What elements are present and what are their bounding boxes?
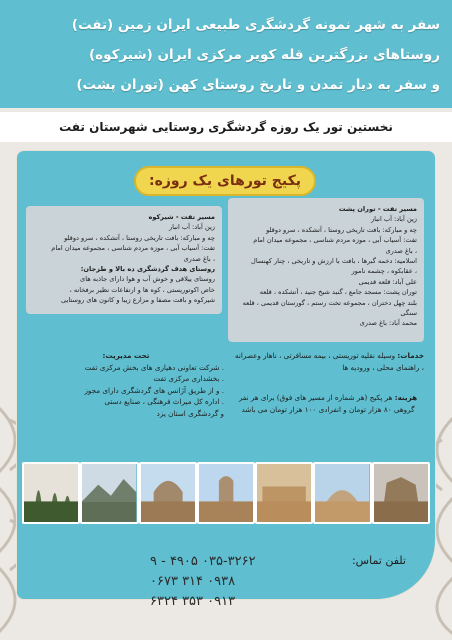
- services-text: [232, 350, 424, 373]
- route-line: شیرکوه و بافت مصفا و مزارع زیبا و کانون های روستایی: [61, 296, 215, 305]
- cost-value: هر پکیج (هر شماره از مسیر های فوق) برای هر نفر گروهی ۸۰ هزار تومان و انفرادی ۱۰۰ هزار تومان می باشد: [238, 393, 415, 414]
- route-line: ، باغ صدری: [385, 246, 417, 255]
- route-line: روستای هدف گردشگری ده بالا و طزجان:: [80, 265, 215, 274]
- management-label: تحت مدیریت:: [102, 351, 150, 360]
- management-line: و گردشگری استان یزد: [156, 408, 224, 418]
- services-value: وسیله نقلیه توریستی ، بیمه مسافرتی ، ناهار وعصرانه ، راهنمای محلی ، ورودیه ها: [235, 351, 424, 372]
- route-title: مسیر تفت - شیرکوه: [148, 213, 215, 221]
- header-banner: [0, 0, 452, 108]
- management-text: [28, 350, 224, 419]
- route-line: چه و مبارکه: بافت تاریخی روستا ، آتشکده ، سرو دوقلو: [64, 233, 215, 242]
- route-line: زین آباد: آب انبار: [370, 215, 417, 224]
- services-label: خدمات:: [397, 351, 424, 360]
- package-title-badge: [134, 166, 316, 196]
- tower-photo: [197, 462, 255, 524]
- dome-ruin-photo: [313, 462, 371, 524]
- route-line: خاص اکوتوریستی ، کوه ها و ارتفاعات نظیر برفخانه ،: [69, 285, 215, 294]
- route-line: چه و مبارکه: بافت تاریخی روستا ، آتشکده ، سرو دوقلو: [266, 225, 417, 234]
- subtitle-text: نخستین تور یک روزه گردشگری روستایی شهرستان تفت: [59, 120, 393, 134]
- cost-label: هزینه:: [394, 393, 418, 402]
- management-line: . و از طریق آژانس های گردشگری دارای مجوز: [84, 385, 224, 395]
- contact-label: تلفن تماس:: [351, 554, 406, 567]
- route-line: زین آباد: آب انبار: [168, 223, 215, 232]
- route-line: اسلامیه: دخمه گبرها ، بافت با ارزش و تاریخی ، چنار کهنسال: [251, 257, 417, 266]
- route-line: ، عقابکوه ، چشمه نامور: [351, 267, 417, 276]
- management-line: . شرکت تعاونی دهیاری های بخش مرکزی تفت: [84, 362, 224, 372]
- route-box-turan-posht: [228, 198, 424, 342]
- valley-photo: [80, 462, 138, 524]
- phone-number-2: ۰۹۳۸ ۳۱۴ ۰۶۷۳: [150, 574, 236, 589]
- route-line: تفت: آسیاب آبی ، موزه مردم شناسی ، مجموعه میدان امام: [253, 236, 417, 245]
- route-line: بلند چهل دختران ، مجموعه تخت رستم ، گورستان قدیمی ، قلعه سنگی: [242, 298, 417, 318]
- domed-building-photo: [139, 462, 197, 524]
- management-line: . بخشداری مرکزی تفت: [153, 374, 224, 383]
- stone-ruin-photo: [372, 462, 430, 524]
- management-line: . اداره کل میراث فرهنگی ، صنایع دستی: [104, 397, 224, 406]
- header-line-1: سفر به شهر نمونه گردشگری طبیعی ایران زمین (تفت): [71, 17, 440, 33]
- route-line: روستای ییلاقی و خوش آب و هوا دارای جاذبه های: [80, 275, 215, 284]
- cypress-photo: [22, 462, 80, 524]
- subtitle-band: [0, 112, 452, 142]
- route-line: توران پشت: مسجد جامع ، گنبد شیخ جنید ، آتشکده ، قلعه: [259, 288, 417, 297]
- route-line: تفت: آسیاب آبی ، موزه مردم شناسی ، مجموعه میدان امام: [51, 244, 215, 253]
- header-line-2: روستاهای بزرگترین قله کویر مرکزی ایران (شیرکوه): [89, 47, 440, 63]
- photo-strip: [22, 462, 430, 524]
- header-line-3: و سفر به دیار تمدن و تاریخ روستای کهن (توران پشت): [76, 77, 440, 93]
- route-box-shirkuh: [26, 206, 222, 314]
- mud-wall-photo: [255, 462, 313, 524]
- route-line: محمد آباد: باغ صدری: [359, 319, 417, 328]
- route-line: علی آباد: قلعه قدیمی: [358, 277, 417, 286]
- package-title-text: پکیج تورهای یک روزه:: [149, 173, 301, 189]
- phone-number-1: ۰۳۵-۳۲۶۲ ۴۹۰۵ - ۹: [150, 554, 256, 569]
- route-line: ، باغ صدری: [183, 254, 215, 263]
- phone-number-3: ۰۹۱۳ ۳۵۳ ۶۳۲۴: [150, 594, 236, 609]
- route-title: مسیر تفت - توران پشت: [338, 205, 417, 213]
- cost-text: [232, 392, 424, 415]
